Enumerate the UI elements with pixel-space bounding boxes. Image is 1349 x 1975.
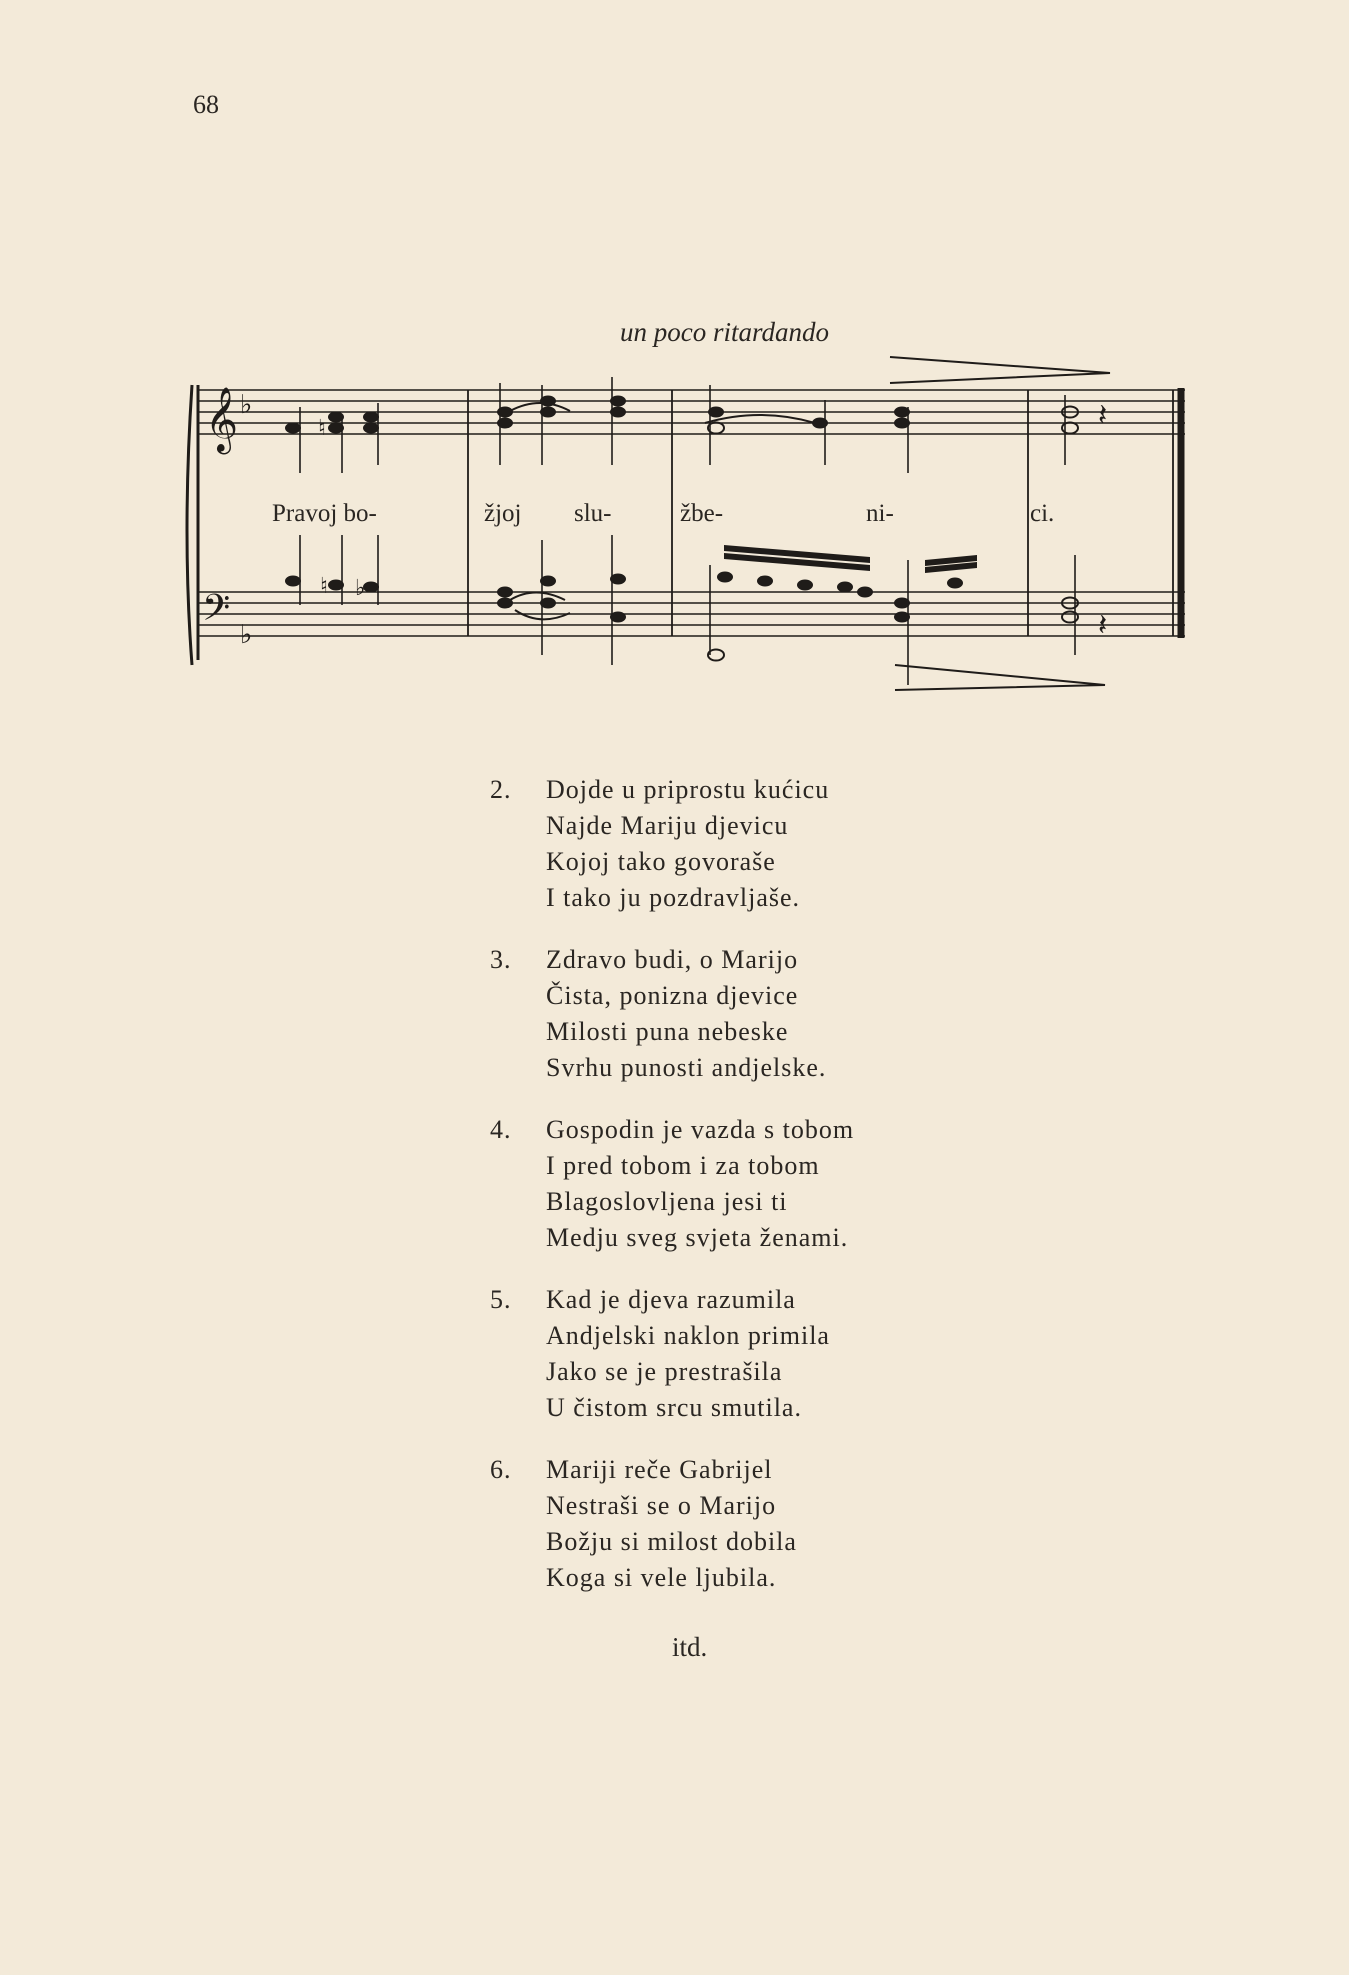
verse-line: Čista, ponizna djevice — [546, 981, 799, 1010]
verse-number: 6. — [490, 1455, 512, 1484]
verse — [490, 942, 1010, 1086]
verse-number: 4. — [490, 1115, 512, 1144]
page-number: 68 — [193, 90, 219, 119]
verse-line: Kad je djeva razumila — [546, 1285, 796, 1314]
verse-line: Svrhu punosti andjelske. — [546, 1053, 827, 1082]
verse-number: 5. — [490, 1285, 512, 1314]
verse-line: I tako ju pozdravljaše. — [546, 883, 801, 912]
lyric-syllable: slu- — [574, 500, 612, 527]
verse — [490, 772, 1010, 916]
lyric-syllable: Pravoj bo- — [272, 500, 377, 527]
verse-line: Medju sveg svjeta ženami. — [546, 1223, 849, 1252]
verse-line: Zdravo budi, o Marijo — [546, 945, 799, 974]
verse-line: Andjelski naklon primila — [546, 1321, 830, 1350]
verse — [490, 1282, 1010, 1426]
verse-line: Jako se je prestrašila — [546, 1357, 783, 1386]
svg-text:𝄢: 𝄢 — [202, 587, 231, 638]
verse-number: 3. — [490, 945, 512, 974]
lyric-syllable: žjoj — [484, 500, 522, 527]
verse-line: Mariji reče Gabrijel — [546, 1455, 773, 1484]
verse-line: Nestraši se o Marijo — [546, 1491, 777, 1520]
verse-line: Blagoslovljena jesi ti — [546, 1187, 788, 1216]
svg-text:♮: ♮ — [318, 416, 326, 441]
tempo-marking: un poco ritardando — [620, 317, 829, 347]
verse — [490, 1112, 1010, 1256]
ending-text: itd. — [672, 1632, 708, 1662]
verse-line: Božju si milost dobila — [546, 1527, 797, 1556]
verse — [490, 1452, 1010, 1596]
svg-text:𝄽: 𝄽 — [1098, 398, 1108, 433]
lyric-syllable: ni- — [866, 500, 894, 527]
verse-line: U čistom srcu smutila. — [546, 1393, 802, 1422]
verses — [490, 772, 1010, 1622]
verse-number: 2. — [490, 775, 512, 804]
verse-line: Dojde u priprostu kućicu — [546, 775, 830, 804]
verse-line: Kojoj tako govoraše — [546, 847, 776, 876]
verse-line: I pred tobom i za tobom — [546, 1151, 820, 1180]
svg-text:♭: ♭ — [355, 576, 366, 601]
lyric-syllable: ci. — [1030, 500, 1055, 527]
verse-line: Milosti puna nebeske — [546, 1017, 789, 1046]
svg-text:♭: ♭ — [240, 620, 253, 650]
svg-text:𝄞: 𝄞 — [205, 387, 239, 452]
svg-text:♮: ♮ — [320, 574, 328, 599]
lyric-syllable: žbe- — [680, 500, 724, 527]
svg-text:𝄽: 𝄽 — [1098, 608, 1108, 643]
verse-line: Najde Mariju djevicu — [546, 811, 789, 840]
verse-line: Gospodin je vazda s tobom — [546, 1115, 855, 1144]
verse-line: Koga si vele ljubila. — [546, 1563, 777, 1592]
svg-text:♭: ♭ — [240, 390, 253, 420]
